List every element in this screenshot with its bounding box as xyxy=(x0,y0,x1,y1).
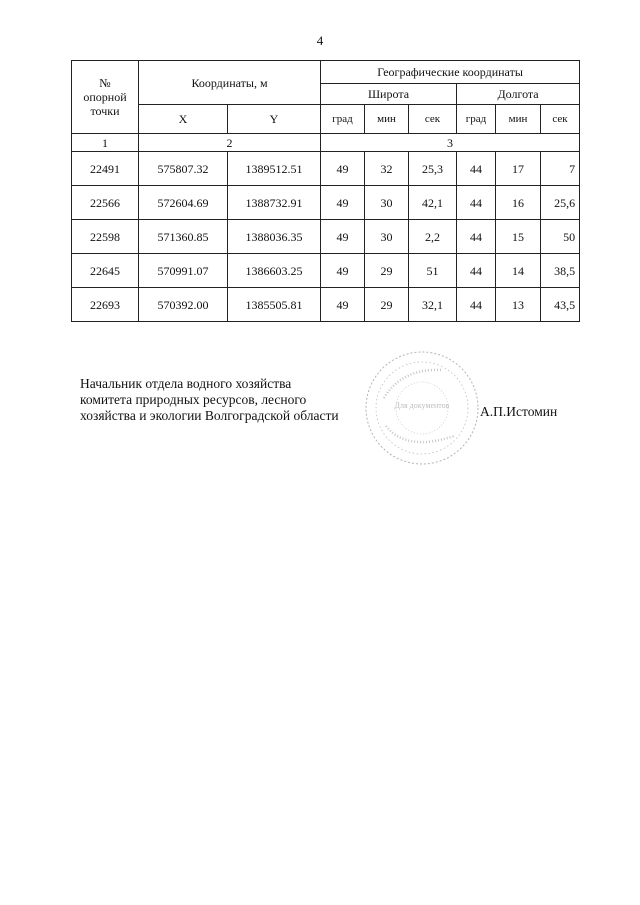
table-row xyxy=(72,254,580,288)
header-lat-sec: сек xyxy=(409,105,457,134)
cell-lat-sec: 42,1 xyxy=(409,186,457,220)
cell-point: 22598 xyxy=(72,220,139,254)
cell-lon-sec: 25,6 xyxy=(541,186,580,220)
signature-position xyxy=(80,376,380,424)
coordinates-table xyxy=(71,60,580,322)
position-line: комитета природных ресурсов, лесного xyxy=(80,392,307,407)
cell-lat-min: 29 xyxy=(365,254,409,288)
cell-y: 1388732.91 xyxy=(228,186,321,220)
cell-lon-deg: 44 xyxy=(457,220,496,254)
cell-lat-sec: 51 xyxy=(409,254,457,288)
signer-name: А.П.Истомин xyxy=(480,404,558,419)
cell-x: 572604.69 xyxy=(139,186,228,220)
cell-lat-min: 30 xyxy=(365,186,409,220)
cell-point: 22693 xyxy=(72,288,139,322)
cell-lat-deg: 49 xyxy=(321,186,365,220)
header-latitude: Широта xyxy=(321,84,457,105)
column-number-3: 3 xyxy=(321,134,580,152)
cell-x: 570392.00 xyxy=(139,288,228,322)
column-number-2: 2 xyxy=(139,134,321,152)
cell-lon-deg: 44 xyxy=(457,186,496,220)
stamp-text: Для документов xyxy=(394,401,450,410)
header-lon-min: мин xyxy=(496,105,541,134)
cell-lat-sec: 25,3 xyxy=(409,152,457,186)
cell-lat-deg: 49 xyxy=(321,288,365,322)
column-number-1: 1 xyxy=(72,134,139,152)
table-row xyxy=(72,288,580,322)
header-coordinates: Координаты, м xyxy=(139,61,321,105)
cell-point: 22566 xyxy=(72,186,139,220)
cell-lon-sec: 7 xyxy=(541,152,580,186)
position-line: Начальник отдела водного хозяйства xyxy=(80,376,292,391)
header-longitude: Долгота xyxy=(457,84,580,105)
cell-x: 570991.07 xyxy=(139,254,228,288)
header-lat-min: мин xyxy=(365,105,409,134)
header-lon-sec: сек xyxy=(541,105,580,134)
header-y: Y xyxy=(228,105,321,134)
cell-y: 1385505.81 xyxy=(228,288,321,322)
cell-lon-sec: 38,5 xyxy=(541,254,580,288)
cell-lat-deg: 49 xyxy=(321,220,365,254)
cell-lon-min: 16 xyxy=(496,186,541,220)
header-geographic: Географические координаты xyxy=(321,61,580,84)
cell-lon-min: 17 xyxy=(496,152,541,186)
header-lat-deg: град xyxy=(321,105,365,134)
cell-lon-deg: 44 xyxy=(457,152,496,186)
cell-point: 22491 xyxy=(72,152,139,186)
cell-lat-sec: 32,1 xyxy=(409,288,457,322)
cell-lon-min: 15 xyxy=(496,220,541,254)
cell-lon-sec: 43,5 xyxy=(541,288,580,322)
cell-y: 1388036.35 xyxy=(228,220,321,254)
official-stamp xyxy=(362,348,482,468)
cell-lon-deg: 44 xyxy=(457,288,496,322)
cell-x: 575807.32 xyxy=(139,152,228,186)
header-point-number: № опорной точки xyxy=(72,61,139,134)
cell-lon-sec: 50 xyxy=(541,220,580,254)
cell-lat-deg: 49 xyxy=(321,254,365,288)
cell-point: 22645 xyxy=(72,254,139,288)
cell-lat-min: 30 xyxy=(365,220,409,254)
cell-x: 571360.85 xyxy=(139,220,228,254)
cell-lat-deg: 49 xyxy=(321,152,365,186)
header-lon-deg: град xyxy=(457,105,496,134)
cell-y: 1389512.51 xyxy=(228,152,321,186)
table-row xyxy=(72,152,580,186)
header-x: X xyxy=(139,105,228,134)
table-row xyxy=(72,220,580,254)
cell-lat-min: 29 xyxy=(365,288,409,322)
cell-lat-sec: 2,2 xyxy=(409,220,457,254)
cell-lon-min: 14 xyxy=(496,254,541,288)
cell-lat-min: 32 xyxy=(365,152,409,186)
position-line: хозяйства и экологии Волгоградской области xyxy=(80,408,339,423)
cell-lon-min: 13 xyxy=(496,288,541,322)
cell-lon-deg: 44 xyxy=(457,254,496,288)
page-number: 4 xyxy=(316,33,324,48)
cell-y: 1386603.25 xyxy=(228,254,321,288)
table-row xyxy=(72,186,580,220)
